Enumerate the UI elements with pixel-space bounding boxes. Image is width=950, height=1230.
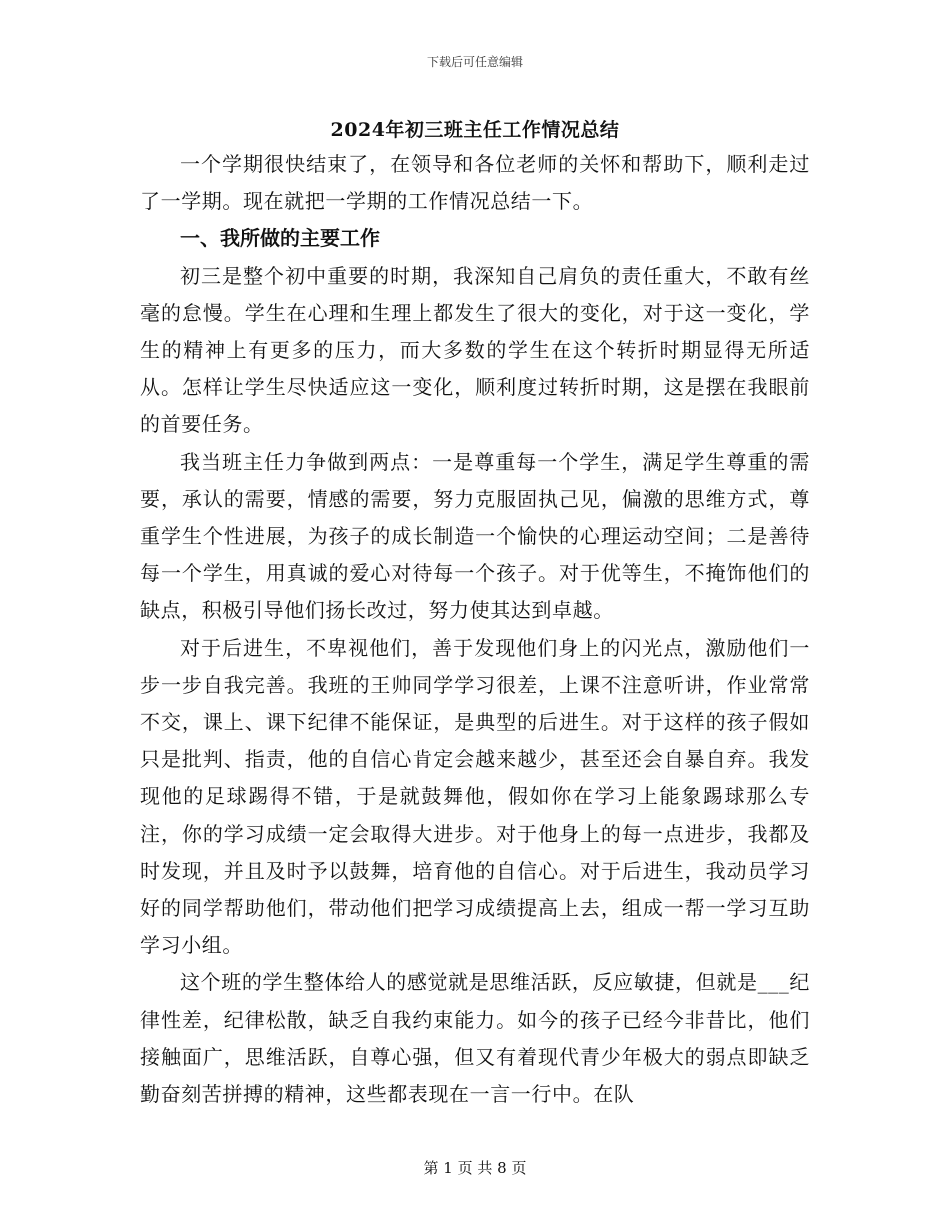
document-title: 2024年初三班主任工作情况总结 [330, 119, 620, 141]
header-note: 下载后可任意编辑 [426, 55, 523, 69]
body-paragraph: 对于后进生，不卑视他们，善于发现他们身上的闪光点，激励他们一步一步自我完善。我班的王帅同学学习很差，上课不注意听讲，作业常常不交，课上、课下纪律不能保证，是典型的后进生。对于这样的孩子假如只是批判、指责，他的自信心肯定会越来越少，甚至还会自暴自弃。我发现他的足球踢得不错，于是就鼓舞他，假如你在学习上能象踢球那么专注，你的学习成绩一定会取得大进步。对于他身上的每一点进步，我都及时发现，并且及时予以鼓舞，培育他的自信心。对于后进生，我动员学习好的同学帮助他们，带动他们把学习成绩提高上去，组成一帮一学习互助学习小组。 [140, 635, 810, 958]
body-paragraph: 初三是整个初中重要的时期，我深知自己肩负的责任重大，不敢有丝毫的怠慢。学生在心理和生理上都发生了很大的变化，对于这一变化，学生的精神上有更多的压力，而大多数的学生在这个转折时期显得无所适从。怎样让学生尽快适应这一变化，顺利度过转折时期，这是摆在我眼前的首要任务。 [140, 263, 810, 437]
body-paragraph: 我当班主任力争做到两点：一是尊重每一个学生，满足学生尊重的需要，承认的需要，情感的需要，努力克服固执己见，偏激的思维方式，尊重学生个性进展，为孩子的成长制造一个愉快的心理运动空间；二是善待每一个学生，用真诚的爱心对待每一个孩子。对于优等生，不掩饰他们的缺点，积极引导他们扬长改过，努力使其达到卓越。 [140, 449, 810, 623]
document-body [140, 146, 810, 1113]
section-heading: 一、我所做的主要工作 [180, 226, 380, 251]
page-number: 第 1 页 共 8 页 [423, 1159, 527, 1177]
body-paragraph: 这个班的学生整体给人的感觉就是思维活跃，反应敏捷，但就是___纪律性差，纪律松散，缺乏自我约束能力。如今的孩子已经今非昔比，他们接触面广，思维活跃，自尊心强，但又有着现代青少年极大的弱点即缺乏勤奋刻苦拼搏的精神，这些都表现在一言一行中。在队 [140, 970, 810, 1107]
intro-paragraph: 一个学期很快结束了，在领导和各位老师的关怀和帮助下，顺利走过了一学期。现在就把一学期的工作情况总结一下。 [140, 152, 810, 214]
